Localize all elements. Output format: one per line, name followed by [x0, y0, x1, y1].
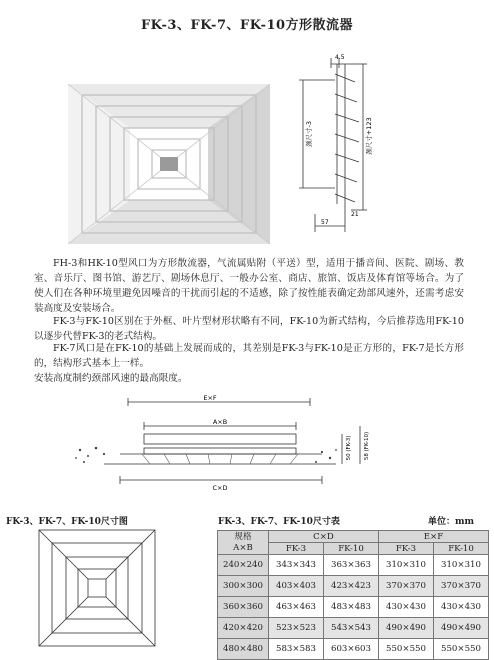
table-row: [218, 618, 489, 639]
cd-label: C×D: [212, 484, 228, 492]
dimension-figure: [38, 529, 156, 647]
sub-header-cd-fk10: FK-10: [324, 543, 379, 555]
install-note-paragraph: 安装高度制约颈部风速的最高限度。: [34, 373, 188, 384]
table-row: [218, 639, 489, 660]
bottom-dim-label: 57: [321, 219, 329, 226]
ef-header: E×F: [379, 531, 489, 543]
unit-label: 单位：mm: [428, 517, 475, 527]
intro-paragraph: FH-3和HK-10型风口为方形散流器，气流属贴附（平送）型，适用于播音间、医院、剧场、教室、音乐厅、图书馆、游艺厅、剧场休息厅、一般办公室、商店、旅馆、饭店及体育馆等场合。为了使人们在各种环境里避免因噪音的干扰而引起的不适感，除了按性能表确定劲部风速外，还需考虑安装高度及安装场合。: [34, 258, 464, 314]
table-cell: 420×420: [218, 618, 269, 639]
diffuser-photo: [68, 84, 270, 244]
table-row: [218, 576, 489, 597]
table-cell: 430×430: [379, 597, 434, 618]
table-cell: 370×370: [434, 576, 489, 597]
table-cell: 550×550: [379, 639, 434, 660]
page-title: FK-3、FK-7、FK-10方形散流器: [140, 18, 354, 33]
installation-drawing: [60, 392, 390, 502]
sub-header-ef-fk3: FK-3: [379, 543, 434, 555]
side-section-drawing: [295, 54, 375, 244]
top-dim-label: 4.5: [335, 54, 345, 61]
ab-label: A×B: [212, 418, 228, 426]
table-cell: 423×423: [324, 576, 379, 597]
table-row: [218, 597, 489, 618]
fk10-dim-label: 58 (FK-10): [364, 431, 370, 461]
table-cell: 310×310: [434, 555, 489, 576]
table-cell: 603×603: [324, 639, 379, 660]
table-cell: 463×463: [269, 597, 324, 618]
size-table: [217, 530, 489, 660]
table-cell: 483×483: [324, 597, 379, 618]
table-cell: 490×490: [434, 618, 489, 639]
sub-header-ef-fk10: FK-10: [434, 543, 489, 555]
table-cell: 543×543: [324, 618, 379, 639]
sub-header-cd-fk3: FK-3: [269, 543, 324, 555]
table-cell: 240×240: [218, 555, 269, 576]
cd-header: C×D: [269, 531, 379, 543]
table-cell: 523×523: [269, 618, 324, 639]
fk7-paragraph: FK-7风口是在FK-10的基础上发展而成的，其差别是FK-3与FK-10是正方形的，FK-7是长方形的，结构形式基本上一样。: [34, 343, 464, 369]
side-dim-label: 21: [351, 211, 359, 218]
table-row: [218, 555, 489, 576]
table-cell: 480×480: [218, 639, 269, 660]
table-cell: 363×363: [324, 555, 379, 576]
fk3-dim-label: 50 (FK-3): [346, 435, 352, 461]
table-cell: 370×370: [379, 576, 434, 597]
table-cell: 583×583: [269, 639, 324, 660]
table-title: FK-3、FK-7、FK-10尺寸表: [218, 517, 340, 527]
table-cell: 403×403: [269, 576, 324, 597]
spec-header: 规格 A×B: [218, 531, 269, 555]
difference-paragraph: FK-3与FK-10区别在于外框、叶片型材形状略有不同，FK-10为新式结构，今后推荐选用FK-10以逐步代替FK-3的老式结构。: [34, 316, 464, 342]
table-cell: 430×430: [434, 597, 489, 618]
ef-label: E×F: [203, 394, 217, 402]
right-dim-label: 颈尺寸+123: [365, 117, 373, 155]
dimension-figure-title: FK-3、FK-7、FK-10尺寸图: [6, 517, 128, 527]
table-cell: 300×300: [218, 576, 269, 597]
table-cell: 343×343: [269, 555, 324, 576]
table-cell: 310×310: [379, 555, 434, 576]
left-dim-label: 颈尺寸-3: [305, 121, 313, 147]
table-cell: 550×550: [434, 639, 489, 660]
table-cell: 490×490: [379, 618, 434, 639]
table-cell: 360×360: [218, 597, 269, 618]
